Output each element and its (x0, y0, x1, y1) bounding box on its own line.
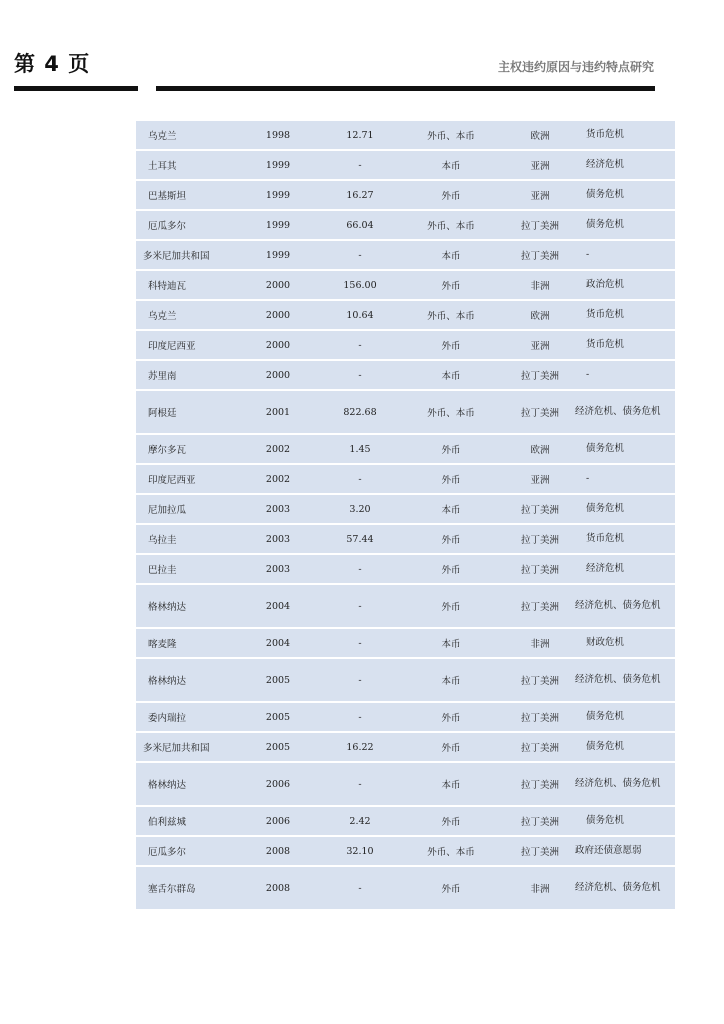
currency-cell: 外币 (441, 191, 461, 202)
crisis-type-cell: 债务危机 (586, 711, 625, 722)
crisis-type-cell: 货币危机 (586, 309, 625, 320)
amount-cell: - (358, 711, 362, 723)
crisis-type-cell: - (586, 473, 590, 484)
year-cell: 2006 (265, 778, 291, 790)
table-row (136, 121, 675, 151)
crisis-type-cell: 经济危机、债务危机 (575, 882, 661, 893)
year-cell: 2005 (265, 741, 291, 753)
country-cell: 印度尼西亚 (148, 475, 196, 486)
year-cell: 1999 (265, 219, 291, 231)
region-cell: 拉丁美洲 (520, 713, 559, 724)
crisis-type-cell: 债务危机 (586, 815, 625, 826)
year-cell: 2003 (265, 563, 291, 575)
region-cell: 非洲 (530, 639, 550, 650)
header-rule-left (14, 86, 138, 91)
region-cell: 拉丁美洲 (520, 602, 559, 613)
country-cell: 印度尼西亚 (148, 341, 196, 352)
table-row (136, 495, 675, 525)
currency-cell: 外币 (441, 445, 461, 456)
table-row (136, 763, 675, 807)
amount-cell: 57.44 (346, 533, 374, 545)
amount-cell: - (358, 600, 362, 612)
year-cell: 2006 (265, 815, 291, 827)
year-cell: 2008 (265, 882, 291, 894)
region-cell: 欧洲 (530, 311, 550, 322)
year-cell: 2000 (265, 309, 291, 321)
currency-cell: 外币、本币 (427, 131, 475, 142)
year-cell: 2001 (265, 406, 291, 418)
country-cell: 多米尼加共和国 (143, 251, 210, 262)
country-cell: 巴拉圭 (148, 565, 177, 576)
amount-cell: - (358, 473, 362, 485)
country-cell: 格林纳达 (148, 602, 187, 613)
region-cell: 拉丁美洲 (520, 847, 559, 858)
amount-cell: 12.71 (346, 129, 374, 141)
country-cell: 阿根廷 (148, 408, 177, 419)
table-row (136, 659, 675, 703)
country-cell: 乌拉圭 (148, 535, 177, 546)
currency-cell: 本币 (441, 639, 461, 650)
currency-cell: 本币 (441, 505, 461, 516)
table-row (136, 465, 675, 495)
amount-cell: 16.22 (346, 741, 374, 753)
currency-cell: 外币 (441, 565, 461, 576)
table-row (136, 211, 675, 241)
amount-cell: - (358, 563, 362, 575)
currency-cell: 外币 (441, 884, 461, 895)
amount-cell: - (358, 778, 362, 790)
year-cell: 2004 (265, 600, 291, 612)
year-cell: 2003 (265, 503, 291, 515)
crisis-type-cell: 财政危机 (586, 637, 625, 648)
table-row (136, 867, 675, 911)
table-row (136, 241, 675, 271)
region-cell: 拉丁美洲 (520, 780, 559, 791)
amount-cell: 156.00 (343, 279, 377, 291)
table-row (136, 733, 675, 763)
country-cell: 土耳其 (148, 161, 177, 172)
year-cell: 2000 (265, 369, 291, 381)
crisis-type-cell: 债务危机 (586, 741, 625, 752)
amount-cell: 3.20 (349, 503, 371, 515)
region-cell: 拉丁美洲 (520, 817, 559, 828)
table-row (136, 585, 675, 629)
country-cell: 苏里南 (148, 371, 177, 382)
amount-cell: - (358, 249, 362, 261)
currency-cell: 本币 (441, 780, 461, 791)
currency-cell: 外币 (441, 475, 461, 486)
currency-cell: 外币、本币 (427, 408, 475, 419)
year-cell: 1999 (265, 159, 291, 171)
report-title: 主权违约原因与违约特点研究 (497, 60, 654, 74)
amount-cell: 10.64 (346, 309, 374, 321)
sovereign-default-table (136, 121, 675, 911)
country-cell: 乌克兰 (148, 311, 177, 322)
currency-cell: 外币 (441, 341, 461, 352)
currency-cell: 本币 (441, 371, 461, 382)
country-cell: 尼加拉瓜 (148, 505, 187, 516)
crisis-type-cell: 货币危机 (586, 533, 625, 544)
amount-cell: 2.42 (349, 815, 371, 827)
crisis-type-cell: - (586, 249, 590, 260)
table-row (136, 555, 675, 585)
country-cell: 摩尔多瓦 (148, 445, 187, 456)
year-cell: 2002 (265, 443, 291, 455)
year-cell: 2005 (265, 711, 291, 723)
table-row (136, 151, 675, 181)
crisis-type-cell: 债务危机 (586, 219, 625, 230)
crisis-type-cell: 货币危机 (586, 129, 625, 140)
amount-cell: - (358, 674, 362, 686)
country-cell: 伯利兹城 (148, 817, 187, 828)
crisis-type-cell: 经济危机 (586, 159, 625, 170)
country-cell: 委内瑞拉 (148, 713, 187, 724)
region-cell: 亚洲 (530, 161, 550, 172)
table-row (136, 629, 675, 659)
table-row (136, 525, 675, 555)
amount-cell: 32.10 (346, 845, 374, 857)
region-cell: 拉丁美洲 (520, 408, 559, 419)
crisis-type-cell: 经济危机 (586, 563, 625, 574)
region-cell: 拉丁美洲 (520, 743, 559, 754)
year-cell: 2000 (265, 279, 291, 291)
year-cell: 2005 (265, 674, 291, 686)
year-cell: 1999 (265, 249, 291, 261)
year-cell: 2002 (265, 473, 291, 485)
crisis-type-cell: 债务危机 (586, 503, 625, 514)
year-cell: 1998 (265, 129, 291, 141)
country-cell: 格林纳达 (148, 780, 187, 791)
currency-cell: 外币、本币 (427, 221, 475, 232)
table-row (136, 301, 675, 331)
region-cell: 非洲 (530, 281, 550, 292)
region-cell: 拉丁美洲 (520, 676, 559, 687)
region-cell: 拉丁美洲 (520, 221, 559, 232)
header-rule-right (156, 86, 655, 91)
year-cell: 2000 (265, 339, 291, 351)
region-cell: 拉丁美洲 (520, 565, 559, 576)
country-cell: 厄瓜多尔 (148, 221, 187, 232)
amount-cell: 66.04 (346, 219, 374, 231)
crisis-type-cell: 货币危机 (586, 339, 625, 350)
table-row (136, 807, 675, 837)
page-number: 第 4 页 (14, 52, 91, 76)
currency-cell: 外币 (441, 602, 461, 613)
year-cell: 2008 (265, 845, 291, 857)
table-row (136, 361, 675, 391)
country-cell: 多米尼加共和国 (143, 743, 210, 754)
amount-cell: - (358, 882, 362, 894)
year-cell: 2003 (265, 533, 291, 545)
country-cell: 科特迪瓦 (148, 281, 187, 292)
amount-cell: - (358, 369, 362, 381)
region-cell: 拉丁美洲 (520, 371, 559, 382)
amount-cell: - (358, 159, 362, 171)
crisis-type-cell: 债务危机 (586, 189, 625, 200)
table-row (136, 181, 675, 211)
region-cell: 拉丁美洲 (520, 535, 559, 546)
currency-cell: 本币 (441, 161, 461, 172)
currency-cell: 外币 (441, 713, 461, 724)
currency-cell: 本币 (441, 676, 461, 687)
year-cell: 1999 (265, 189, 291, 201)
country-cell: 厄瓜多尔 (148, 847, 187, 858)
country-cell: 乌克兰 (148, 131, 177, 142)
country-cell: 巴基斯坦 (148, 191, 187, 202)
crisis-type-cell: 经济危机、债务危机 (575, 406, 661, 417)
region-cell: 拉丁美洲 (520, 505, 559, 516)
currency-cell: 外币 (441, 535, 461, 546)
year-cell: 2004 (265, 637, 291, 649)
crisis-type-cell: 经济危机、债务危机 (575, 600, 661, 611)
currency-cell: 外币 (441, 743, 461, 754)
region-cell: 亚洲 (530, 475, 550, 486)
table-row (136, 391, 675, 435)
region-cell: 欧洲 (530, 131, 550, 142)
crisis-type-cell: 政治危机 (586, 279, 625, 290)
amount-cell: 16.27 (346, 189, 374, 201)
region-cell: 亚洲 (530, 341, 550, 352)
table-row (136, 837, 675, 867)
currency-cell: 外币、本币 (427, 847, 475, 858)
amount-cell: 822.68 (343, 406, 377, 418)
table-row (136, 271, 675, 301)
currency-cell: 外币 (441, 281, 461, 292)
region-cell: 欧洲 (530, 445, 550, 456)
crisis-type-cell: - (586, 369, 590, 380)
country-cell: 塞舌尔群岛 (148, 884, 196, 895)
crisis-type-cell: 经济危机、债务危机 (575, 674, 661, 685)
crisis-type-cell: 经济危机、债务危机 (575, 778, 661, 789)
amount-cell: - (358, 637, 362, 649)
amount-cell: 1.45 (349, 443, 371, 455)
country-cell: 格林纳达 (148, 676, 187, 687)
region-cell: 非洲 (530, 884, 550, 895)
table-row (136, 703, 675, 733)
currency-cell: 外币 (441, 817, 461, 828)
region-cell: 亚洲 (530, 191, 550, 202)
table-row (136, 331, 675, 361)
country-cell: 喀麦隆 (148, 639, 177, 650)
region-cell: 拉丁美洲 (520, 251, 559, 262)
currency-cell: 外币、本币 (427, 311, 475, 322)
currency-cell: 本币 (441, 251, 461, 262)
amount-cell: - (358, 339, 362, 351)
table-row (136, 435, 675, 465)
crisis-type-cell: 政府还债意愿弱 (575, 845, 642, 856)
crisis-type-cell: 债务危机 (586, 443, 625, 454)
